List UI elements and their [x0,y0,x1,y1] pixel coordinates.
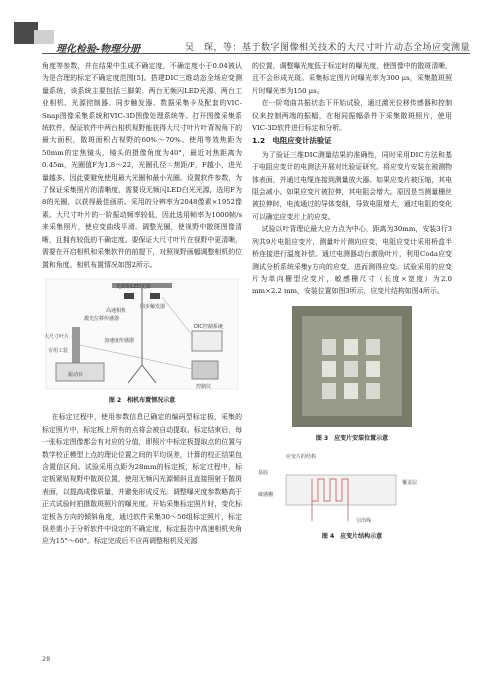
running-title: 吴 琛，等：基于数字图像相关技术的大尺寸叶片动态全场应变测量 [184,43,470,53]
right-column [252,60,452,548]
fig2-label-laser: 激光位移传感器 [84,315,120,322]
left-column [42,60,242,548]
figure-3 [252,304,452,429]
fig2-label-shaker: 振动台 [68,371,84,378]
fig2-label-sync: 同步触发器 [140,303,166,310]
figure-2 [42,275,242,393]
fig4-label-structure: 应变片的结构 [286,454,317,461]
right-paragraph-3: 为了验证三维DIC测量结果的准确性，同时采用DIC方法和基于电阻应变计的电测法开展对比验证研究。将应变片安装在被测物体表面，并通过电缆连接到测量放大器。如果应变片被压缩，其电阻会减小。如果应变片被拉伸，其电阻会增大。原因是当测量栅丝被拉伸时，电流通过的导体变细，导致电阻增大，通过电阻的变化可以确定应变片上的应变。 [252,150,452,221]
fig2-label-fixture: 专用工装 [48,347,69,354]
right-paragraph-4: 试验以叶背理论最大应力点为中心，距离为30mm，安装3行3列共9片电阻应变片，测量叶片测向应变，电阻应变计采用桥盒半桥连接进行温度补偿。通过电测器动台激励叶片，利用Coda应变测试分析系统采集y方向的应变，进而测得应变。试验采用的应变片为单向栅型应变片，敏感栅尺寸（长度×宽度）为2.0 mm×2.2 mm，安装位置如图3所示，应变片结构如图4所示。 [252,225,452,296]
right-paragraph-1: 的位置，调整曝光度低于标定时的曝光度，使图像中的散斑清晰，且不会形成光斑。采集标定图片时曝光率为300 μs，采集散斑照片时曝光率为150 μs。 [252,62,452,95]
fig2-label-camera: 高速相机 [106,307,127,314]
left-paragraph-2: 在标定过程中，使用参数信息已确定的编码型标定板，采集的标定照片中，标定板上所有的点将会被自动提取。标定结束后，每一张标定图像都会有对应的分值，即照片中标定板提取点的位置与数学校正模型上点的理论位置之间的平均误差，计算的校正结果包含置信区间。试验采用点距为28mm的标定板，标定过程中，标定板紧贴视野中散斑位置，使用无频闪光源倾斜且直接照射于散斑表面，以提高成像质量，并避免形成反光。调整曝光度参数略高于正式试验时拍摄散斑照片的曝光度。开始采集标定照片时，变化标定板各方向的倾斜角度，通过软件采集30～50组标定照片，标定误差需小于分析软件中设定的不确定度，标定报告中高速相机夹角应为15°～60°。标定完成后不应再调整相机及光源 [42,413,242,546]
figure-3-caption: 图 3 应变片安装位置示意 [315,434,389,442]
fig4-label-grid: 敏感栅 [258,492,274,499]
figure-4-caption: 图 4 应变片结构示意 [321,533,383,541]
section-heading: 1.2 电阻应变计法验证 [252,136,332,146]
header-rule [42,53,470,54]
journal-logo-accent [34,30,54,44]
journal-name: 理化检验-物理分册 [56,44,141,55]
fig4-label-cover: 覆盖层 [402,480,418,487]
page-number: 28 [42,655,51,663]
fig2-label-accelerometer: 加速度传感器 [104,337,135,344]
fig4-label-lead: 引出线 [356,518,372,525]
figure-2-caption: 图 2 相机布置情况示意 [108,396,176,404]
fig4-label-base: 基底 [258,470,269,477]
fig2-label-light: 光源和LED光源 [116,283,151,290]
right-paragraph-2: 在一阶弯曲共振状态下开始试验，通过激光位移传感器和控制仪来控制两端的振幅，在相同振幅条件下采集散斑照片，使用VIC-3D软件进行标定和分析。 [252,99,452,133]
fig2-label-blade: 大尺寸叶片 [44,333,70,340]
fig2-label-controller: 控制仪 [196,383,212,390]
figure-4 [252,449,452,529]
strain-gauge-structure-diagram [252,449,452,529]
fig2-label-daq: DIC控制系统 [194,323,223,330]
left-paragraph-1: 角度等参数，并在结果中生成不确定度，不确定度小于0.04被认为是合理的标定不确定度范围[5]。搭建DIC三维动态全场应变测量系统，该系统主要包括三脚架、两台无频闪LED光源、两台工业相机、光源控制器、同步触发器、数据采集卡及配套的VIC-Snap图像采集系统和VIC-3D图像处理系统等。打开图像采集系统软件，保证软件中两台相机视野能获得大尺寸叶片叶背视角下的最大面积，散斑面积占视野的60%～70%。使用等效焦距为50mm的定焦镜头，镜头的摄像角度为40°，最近对焦距离为0.45m，光圈值F为1.8～22，光圈孔径＝焦距/F，F越小，进光量越多，因此要避免使用最大光圈和最小光圈。设置软件参数，为了保证采集照片的清晰度，需要设无频闪LED白光光源，选用F为8的光圈，以获得最佳画质。采用的分辨率为2048像素×1952像素。大尺寸叶片的一阶振动频率较低，因此选用帧率为1000帧/s来采集照片，使应变曲线平滑。调整光圈，使视野中散斑图像清晰，且拥有较低的不确定度。要保证大尺寸叶片在视野中更清晰，需要在开启相机和采集软件的前提下，对照视野画幅调整相机的位置和角度。相机布置情况如图2所示。 [42,62,242,269]
strain-gauge-photo [252,304,452,429]
page-header [0,0,480,55]
